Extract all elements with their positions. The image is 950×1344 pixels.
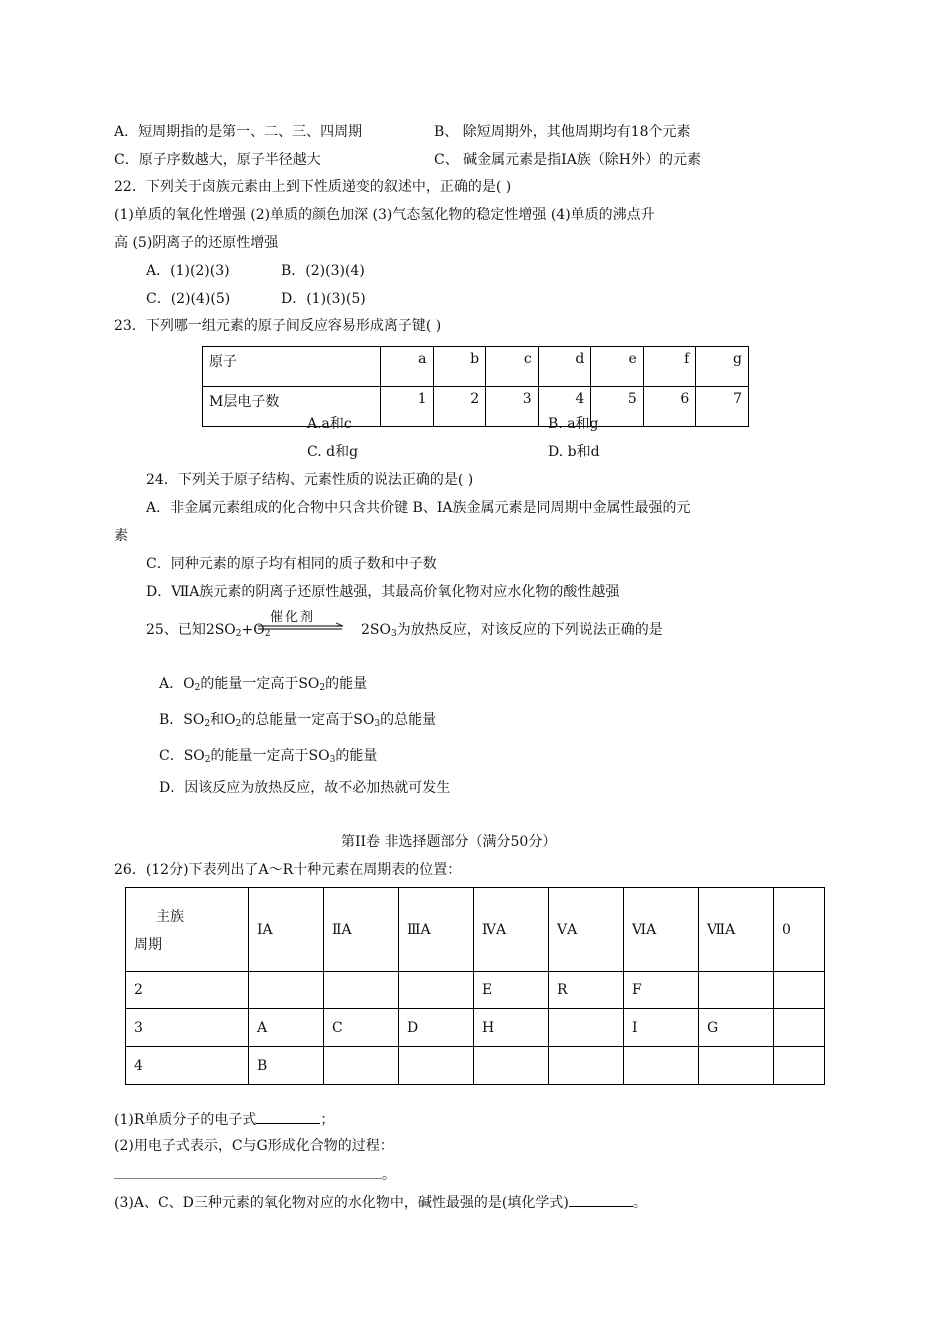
table-cell: I (624, 1009, 699, 1047)
catalyst-label: 催化剂 (270, 610, 316, 625)
table-cell (399, 1047, 474, 1085)
table-row (126, 1009, 825, 1047)
table-cell: C (324, 1009, 399, 1047)
column-header: 0 (774, 888, 825, 972)
table-cell (699, 972, 774, 1009)
table-cell: 6 (643, 387, 696, 427)
column-header: ⅣA (474, 888, 549, 972)
table-cell: 4 (538, 387, 591, 427)
table-cell (699, 1047, 774, 1085)
q24-option-b-cont: 素 (114, 528, 128, 544)
table-cell (774, 972, 825, 1009)
q21-option-b: B、 除短周期外，其他周期均有18个元素 (434, 124, 691, 140)
table-cell (474, 1047, 549, 1085)
column-header: ⅠA (249, 888, 324, 972)
q22-option-b: B．(2)(3)(4) (281, 263, 365, 279)
q24-option-d: D．ⅦA族元素的阴离子还原性越强，其最高价氧化物对应水化物的酸性越强 (146, 584, 620, 600)
q23-electron-table (202, 346, 749, 427)
table-cell: 3 (486, 387, 539, 427)
q25-option-a: A．$O_2$的能量一定高于$SO_2$的能量 (159, 676, 368, 693)
q26-sub1: (1)R单质分子的电子式 ； (114, 1109, 334, 1130)
table-cell: H (474, 1009, 549, 1047)
table-cell: R (549, 972, 624, 1009)
table-cell: F (624, 972, 699, 1009)
table-row (203, 347, 749, 387)
q26-sub2-answer: 。 (114, 1164, 396, 1185)
table-cell: e (591, 347, 644, 387)
q25-option-c: C．$SO_2$的能量一定高于$SO_3$的能量 (159, 748, 378, 765)
table-cell: a (381, 347, 434, 387)
answer-blank[interactable] (114, 1164, 382, 1179)
table-cell (324, 1047, 399, 1085)
table-cell: c (486, 347, 539, 387)
answer-blank[interactable] (256, 1109, 320, 1124)
q22-items-line2: 高 (5)阴离子的还原性增强 (114, 235, 279, 251)
q21-option-a: A．短周期指的是第一、二、三、四周期 (114, 124, 363, 140)
q25-option-b: B．$SO_2$和$O_2$的总能量一定高于$SO_3$的总能量 (159, 712, 437, 729)
period-label: 2 (126, 972, 249, 1009)
q24-option-c: C．同种元素的原子均有相同的质子数和中子数 (146, 556, 437, 572)
q26-stem: 26．(12分)下表列出了A～R十种元素在周期表的位置： (114, 862, 462, 878)
column-header: ⅢA (399, 888, 474, 972)
column-header: ⅡA (324, 888, 399, 972)
table-cell: g (696, 347, 749, 387)
table-cell (549, 1009, 624, 1047)
table-row (203, 387, 749, 427)
q25-stem-right: $2SO_3$为放热反应，对该反应的下列说法正确的是 (361, 622, 663, 639)
table-cell: 5 (591, 387, 644, 427)
table-cell (324, 972, 399, 1009)
period-label: 3 (126, 1009, 249, 1047)
table-cell: 7 (696, 387, 749, 427)
column-header: ⅤA (549, 888, 624, 972)
q22-option-c: C．(2)(4)(5) (146, 291, 231, 307)
q22-option-a: A．(1)(2)(3) (146, 263, 230, 279)
q24-stem: 24．下列关于原子结构、元素性质的说法正确的是( ) (146, 472, 474, 488)
q21-option-d: C、 碱金属元素是指IA族（除H外）的元素 (434, 152, 702, 168)
q23-option-a: A.a和c (307, 416, 352, 432)
table-cell (624, 1047, 699, 1085)
column-header: ⅦA (699, 888, 774, 972)
table-cell: 1 (381, 387, 434, 427)
table-cell: 2 (433, 387, 486, 427)
table-corner-header: 主族 周期 (126, 888, 249, 972)
table-cell: f (643, 347, 696, 387)
table-cell (399, 972, 474, 1009)
answer-blank[interactable] (569, 1192, 633, 1207)
equilibrium-arrow-icon (256, 612, 346, 632)
table-cell: A (249, 1009, 324, 1047)
q22-option-d: D．(1)(3)(5) (281, 291, 366, 307)
table-cell: E (474, 972, 549, 1009)
q26-sub2: (2)用电子式表示，C与G形成化合物的过程： (114, 1138, 394, 1154)
q24-option-a-b: A．非金属元素组成的化合物中只含共价键 B、ⅠA族金属元素是同周期中金属性最强的元 (146, 500, 691, 516)
row-label-atom: 原子 (203, 347, 381, 387)
q23-option-c: C. d和g (307, 444, 359, 460)
section-title: 第II卷 非选择题部分（满分50分） (341, 834, 557, 850)
table-cell (774, 1047, 825, 1085)
period-label: 4 (126, 1047, 249, 1085)
q26-sub3: (3)A、C、D三种元素的氧化物对应的水化物中，碱性最强的是(填化学式) 。 (114, 1192, 647, 1213)
table-row (126, 1047, 825, 1085)
table-cell: D (399, 1009, 474, 1047)
table-row (126, 972, 825, 1009)
row-label-m-shell: M层电子数 (203, 387, 381, 427)
column-header: ⅥA (624, 888, 699, 972)
table-cell (774, 1009, 825, 1047)
q23-option-b: B. a和g (548, 416, 599, 432)
table-cell: G (699, 1009, 774, 1047)
q22-stem: 22．下列关于卤族元素由上到下性质递变的叙述中，正确的是( ) (114, 179, 512, 195)
catalyst-arrow (256, 612, 346, 632)
q25-stem-left: 25、已知$2SO_2+O_2$ (146, 622, 271, 639)
q25-option-d: D．因该反应为放热反应，故不必加热就可发生 (159, 780, 451, 796)
q22-items-line1: (1)单质的氧化性增强 (2)单质的颜色加深 (3)气态氢化物的稳定性增强 (4)单质的沸点升 (114, 207, 655, 223)
q21-option-c: C．原子序数越大，原子半径越大 (114, 152, 321, 168)
table-cell (249, 972, 324, 1009)
table-cell (549, 1047, 624, 1085)
table-row (126, 888, 825, 972)
q23-option-d: D. b和d (548, 444, 600, 460)
table-cell: B (249, 1047, 324, 1085)
q23-stem: 23．下列哪一组元素的原子间反应容易形成离子键( ) (114, 318, 442, 334)
table-cell: d (538, 347, 591, 387)
table-cell: b (433, 347, 486, 387)
periodic-table (125, 887, 825, 1085)
